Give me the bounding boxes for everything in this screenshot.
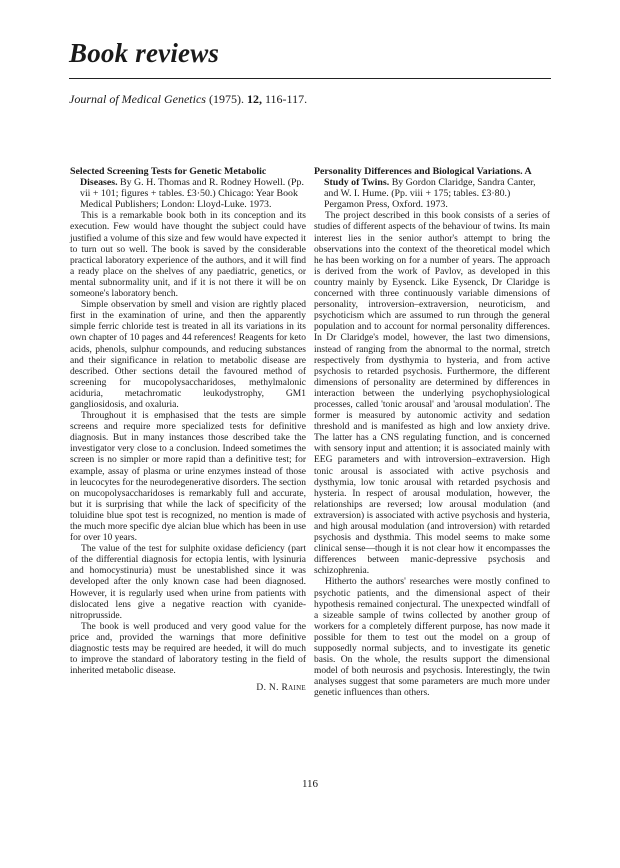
review-heading [314, 166, 550, 210]
journal-name: Journal of Medical Genetics [69, 92, 206, 106]
page-number: 116 [301, 778, 319, 790]
review-paragraph: The value of the test for sulphite oxidase deficiency (part of the differential diagnosis for ectopia lentis, with lysinuria and homocystinuria) must be unestablished since it was developed after the only known case had been diagnosed. However, it is regularly used when urine from patients with dislocated lens give a negative reaction with cyanide-nitroprusside. [70, 544, 306, 621]
review-paragraph: The project described in this book consists of a series of studies of different aspects of the behaviour of twins. Its main interest lies in the senior author's attempt to bring the observations into the context of the theoretical model which he has been working on for a number of years. The approach is derived from the work of Pavlov, as developed in this country mainly by Eysenck. Like Eysenck, Dr Claridge is concerned with three continuously variable dimensions of personality, introversion–extraversion, neuroticism, and psychoticism which are assumed to run through the general population and to account for normal personality differences. In Dr Claridge's model, however, the last two dimensions, instead of ranging from the abnormal to the normal, stretch respectively from dysthymia to hysteria, and from active psychosis to retarded psychosis. Furthermore, the different dimensions of personality are determined by differences in interaction between the underlying psychophysiological processes, called 'tonic arousal' and 'arousal modulation'. The former is measured by autonomic activity and sedation threshold and is manifested as high and low anxiety drive. The latter has a CNS regulating function, and is concerned with sensory input and attention; it is associated mainly with EEG parameters and with introversion–extraversion. High tonic arousal is associated with active psychosis and dysthymia, low tonic arousal with retarded psychosis and hysteria. In respect of arousal modulation, however, the relationships are reversed; low arousal modulation (and extraversion) is associated with active psychosis and hysteria, and high arousal modulation (and introversion) with retarded psychosis and dysthmia. This model seems to make some clinical sense—though it is not clear how it encompasses the differences between manic-depressive psychosis and schizophrenia. [314, 211, 550, 577]
journal-year: (1975). [208, 92, 244, 106]
book-details: By Gordon Claridge, Sandra Canter, and W. I. Hume. (Pp. viii + 175; tables. £3·80.) Pergamon Press, Oxford. 1973. [324, 177, 536, 211]
review-heading [70, 166, 306, 210]
book-title: Personality Differences and Biological Variations. A Study of Twins. [314, 166, 532, 189]
review-paragraph: Hitherto the authors' researches were mostly confined to psychotic patients, and the dimensional aspect of their hypothesis remained conjectural. The unexpected windfall of a sizeable sample of twins collected by another group of workers for a completely different purpose, has now made it possible for them to test out the model on a group of supposedly normal subjects, and to investigate its genetic basis. On the whole, the results support the dimensional model of both neurosis and psychosis. Interestingly, the twin analyses suggest that some parameters are much more under genetic influences than others. [314, 577, 550, 699]
review-paragraph: This is a remarkable book both in its conception and its execution. Few would have thought the subject could have justified a volume of this size and few would have expected it to turn out so well. The book is saved by the considerable practical laboratory experience of the authors, and it will find a ready place on the shelves of any paediatric, genetics, or mental subnormality unit, and if it is not there it will be on someone's laboratory bench. [70, 211, 306, 300]
reviewer-name: D. N. Raine [256, 683, 306, 694]
journal-citation [69, 92, 307, 107]
journal-volume: 12, [246, 92, 262, 106]
book-details: By G. H. Thomas and R. Rodney Howell. (Pp. vii + 101; figures + tables. £3·50.) Chicago: Year Book Medical Publishers; London: Lloyd-Luke. 1973. [80, 177, 304, 211]
review-paragraph: The book is well produced and very good value for the price and, provided the warnings that more definitive diagnostic tests may be required are heeded, it will do much to improve the standard of laboratory testing in the field of inherited metabolic disease. [70, 621, 306, 677]
review-paragraph: Simple observation by smell and vision are rightly placed first in the examination of urine, and then the apparently simple ferric chloride test is treated in all its variations in its own chapter of 10 pages and 44 references! Reagents for keto acids, phenols, sulphur compounds, and reducing substances and their significance in relation to metabolic disease are described. Other sections detail the favoured method of screening for mucopolysaccharidoses, methylmalonic aciduria, metachromatic leukodystrophy, GM1 gangliosidosis, and oxaluria. [70, 300, 306, 410]
book-title: Selected Screening Tests for Genetic Metabolic Diseases. [70, 166, 267, 189]
header-rule [69, 78, 551, 79]
review-column-left [70, 166, 306, 694]
journal-pages: 116-117. [264, 92, 308, 106]
review-paragraph: Throughout it is emphasised that the tests are simple screens and require more specialized tests for definitive diagnosis. But in many instances those described take the investigator very close to a conclusion. Indeed sometimes the screen is no simpler or more rapid than a definitive test; for example, assay of plasma or urine enzymes instead of those in leucocytes for the neurodegenerative disorders. The section on mucopolysaccharidoses is remarkably full and accurate, but it is surprising that while the lack of specificity of the toluidine blue spot test is recognized, no mention is made of the much more specific dye alcian blue which has been in use for over 10 years. [70, 411, 306, 544]
review-column-right [314, 166, 550, 700]
section-title: Book reviews [69, 38, 220, 68]
